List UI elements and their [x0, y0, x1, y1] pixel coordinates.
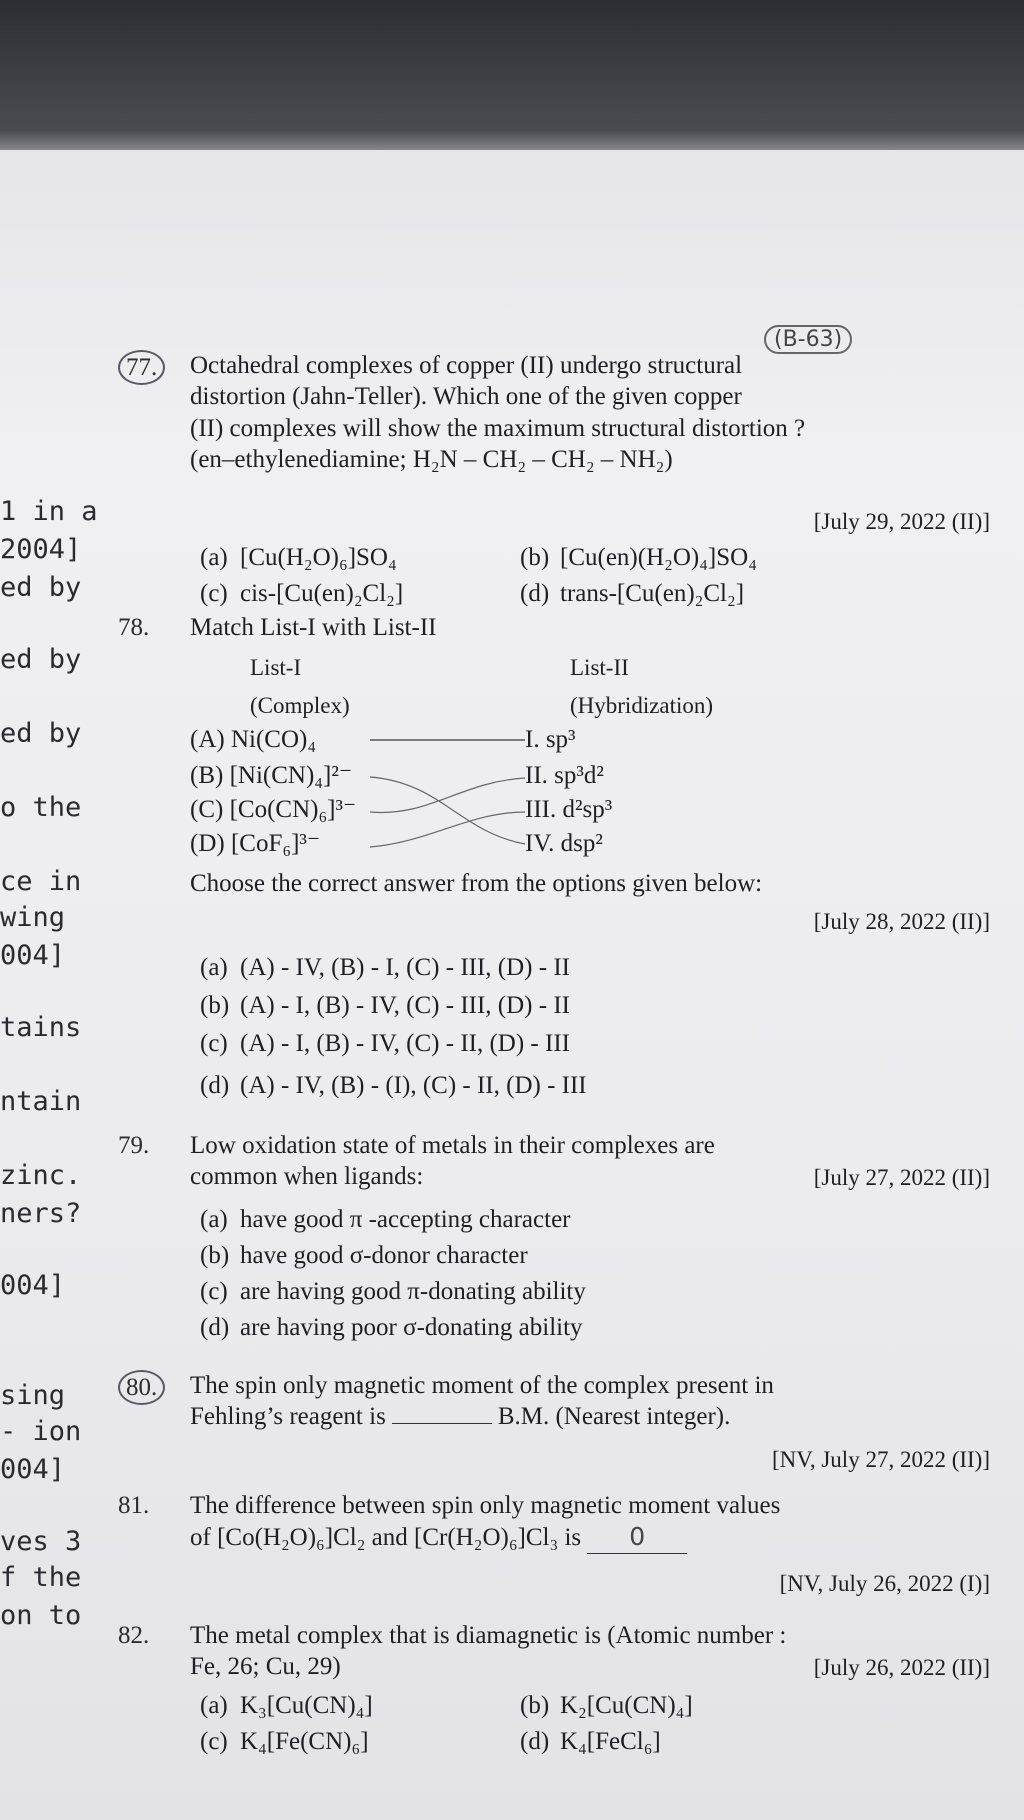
option-d: (d) trans-[Cu(en)₂Cl₂]	[520, 580, 745, 607]
handwritten-note: (B-63)	[764, 325, 852, 354]
margin-text: - ion	[0, 1416, 82, 1447]
question-79	[118, 1130, 990, 1341]
margin-text: wing	[0, 902, 66, 933]
option-a: (a) K₃[Cu(CN)₄]	[200, 1692, 373, 1719]
option-d: (d) (A) - IV, (B) - (I), (C) - II, (D) - III	[200, 1072, 587, 1099]
option-b: (b) (A) - I, (B) - IV, (C) - III, (D) - II	[200, 992, 570, 1019]
option-c: (c) (A) - I, (B) - IV, (C) - II, (D) - III	[200, 1030, 570, 1057]
list1-item: (D) [CoF₆]³⁻	[190, 830, 321, 857]
option-a: (a) [Cu(H₂O)₆]SO₄	[200, 544, 397, 571]
source-tag: [NV, July 26, 2022 (I)]	[779, 1571, 990, 1596]
question-number: 80.	[118, 1370, 165, 1405]
question-stem: distortion (Jahn-Teller). Which one of the given copper	[190, 383, 742, 411]
question-number: 79.	[118, 1132, 150, 1159]
question-stem: Fe, 26; Cu, 29)	[190, 1653, 341, 1681]
question-number: 78.	[118, 614, 150, 641]
question-stem: The spin only magnetic moment of the complex present in	[190, 1372, 774, 1399]
answer-blank	[392, 1423, 492, 1424]
option-a: (a) (A) - IV, (B) - I, (C) - III, (D) - II	[200, 954, 570, 981]
margin-text: 004]	[0, 1454, 66, 1485]
list1-item: (A) Ni(CO)₄	[190, 726, 317, 753]
option-c: (c) are having good π-donating ability	[200, 1278, 586, 1305]
list2-title: List-II	[570, 655, 629, 680]
question-number: 77.	[118, 350, 165, 385]
source-tag: [July 28, 2022 (II)]	[813, 909, 990, 934]
handwritten-answer: 0	[587, 1521, 687, 1553]
question-stem: The metal complex that is diamagnetic is (Atomic number :	[190, 1622, 787, 1649]
option-b: (b) [Cu(en)(H₂O)₄]SO₄	[520, 544, 757, 571]
question-stem: Match List-I with List-II	[190, 614, 437, 641]
list2-item: II. sp³d²	[525, 762, 604, 789]
margin-text: 1 in a	[0, 496, 98, 527]
source-tag: [July 27, 2022 (II)]	[813, 1165, 990, 1190]
question-number: 81.	[118, 1492, 150, 1519]
margin-text: zinc.	[0, 1160, 82, 1191]
margin-text: ners?	[0, 1198, 82, 1229]
list1-item: (C) [Co(CN)₆]³⁻	[190, 796, 357, 823]
list2-item: I. sp³	[525, 726, 576, 753]
source-tag: [July 29, 2022 (II)]	[813, 509, 990, 534]
margin-text: o the	[0, 792, 82, 823]
option-c: (c) K₄[Fe(CN)₆]	[200, 1728, 369, 1755]
margin-text: ves 3	[0, 1526, 82, 1557]
margin-text: ed by	[0, 718, 82, 749]
list1-title: List-I	[250, 655, 302, 680]
source-tag: [July 26, 2022 (II)]	[813, 1655, 990, 1680]
margin-text: 004]	[0, 1270, 66, 1301]
question-stem: The difference between spin only magnetic moment values	[190, 1492, 781, 1519]
source-tag: [NV, July 27, 2022 (II)]	[771, 1447, 990, 1472]
left-margin-fragments	[0, 440, 98, 1820]
list2-item: IV. dsp²	[525, 830, 603, 857]
question-stem: of [Co(H₂O)₆]Cl₂ and [Cr(H₂O)₆]Cl₃ is 0	[190, 1521, 990, 1553]
list2-item: III. d²sp³	[525, 796, 613, 823]
margin-text: ntain	[0, 1086, 82, 1117]
option-b: (b) have good σ-donor character	[200, 1242, 528, 1269]
question-77	[126, 350, 990, 607]
question-stem: Fehling’s reagent is B.M. (Nearest integer).	[190, 1403, 731, 1431]
margin-text: on to	[0, 1600, 82, 1631]
question-stem: common when ligands:	[190, 1163, 424, 1191]
matching-lines	[350, 722, 530, 862]
margin-text: ce in	[0, 866, 82, 897]
margin-text: 2004]	[0, 534, 82, 565]
option-d: (d) are having poor σ-donating ability	[200, 1314, 583, 1341]
question-78	[118, 612, 990, 1099]
question-number: 82.	[118, 1622, 150, 1649]
list1-subtitle: (Complex)	[250, 693, 350, 718]
option-b: (b) K₂[Cu(CN)₄]	[520, 1692, 693, 1719]
margin-text: ed by	[0, 644, 82, 675]
margin-text: tains	[0, 1012, 82, 1043]
choose-instruction: Choose the correct answer from the options given below:	[190, 870, 763, 897]
margin-text: f the	[0, 1562, 82, 1593]
list1-item: (B) [Ni(CN)₄]²⁻	[190, 762, 353, 789]
margin-text: ed by	[0, 572, 82, 603]
question-82	[118, 1620, 990, 1755]
question-80	[126, 1370, 990, 1472]
list2-subtitle: (Hybridization)	[570, 693, 714, 718]
option-c: (c) cis-[Cu(en)₂Cl₂]	[200, 580, 404, 607]
option-a: (a) have good π -accepting character	[200, 1206, 571, 1233]
question-stem: Low oxidation state of metals in their complexes are	[190, 1132, 715, 1159]
question-stem: (II) complexes will show the maximum structural distortion ?	[190, 414, 806, 442]
question-81	[118, 1490, 990, 1596]
question-stem: (en–ethylenediamine; H₂N – CH₂ – CH₂ – NH₂)	[190, 445, 673, 473]
question-stem: Octahedral complexes of copper (II) undergo structural	[190, 352, 743, 379]
margin-text: 004]	[0, 940, 66, 971]
margin-text: sing	[0, 1380, 66, 1411]
option-d: (d) K₄[FeCl₆]	[520, 1728, 661, 1755]
